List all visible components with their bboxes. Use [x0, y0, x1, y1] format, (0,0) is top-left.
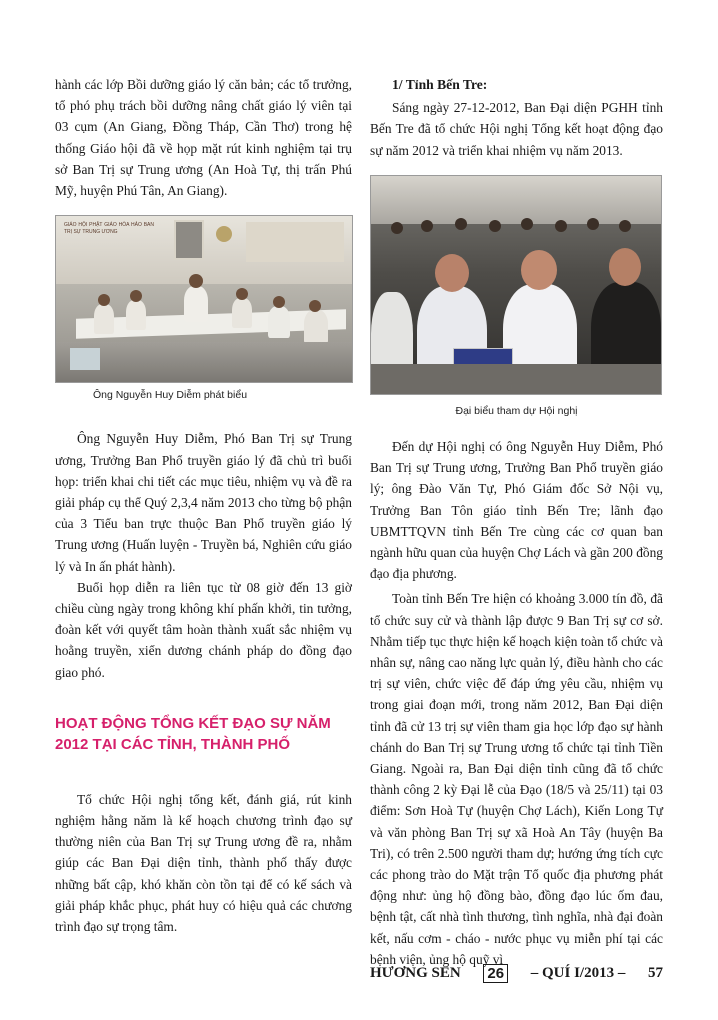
paragraph-meeting: Buổi họp diễn ra liên tục từ 08 giờ đến 13 giờ chiều cùng ngày trong không khí phấn khởi, tin tưởng, đoàn kết với quyết tâm hoàn thành xuất sắc nhiệm vụ hoằng truyền, xiển dương chánh pháp do đồng đạo giao phó. — [55, 579, 352, 680]
portrait-frame — [174, 220, 204, 260]
page-footer — [370, 964, 663, 983]
issue-period: – QUÍ I/2013 – — [530, 965, 626, 981]
page-number: 57 — [648, 965, 663, 981]
paragraph-diem: Ông Nguyễn Huy Diễm, Phó Ban Trị sự Trung ương, Trưởng Ban Phổ truyền giáo lý đã chủ trì buổi họp: triển khai chi tiết các mục tiêu, nhiệm vụ và đề ra giải pháp cụ thể Quý 2,3,4 năm 2013 cho từng bộ phận của 3 Tiểu ban trực thuộc Ban Phổ truyền giáo lý Trung ương (Huấn luyện - Truyền bá, Nghiên cứu giáo lý và In ấn phát hành). — [55, 431, 352, 574]
photo-caption-speaker: Ông Nguyễn Huy Diễm phát biểu — [92, 389, 248, 402]
paragraph-ben-tre-intro: Sáng ngày 27-12-2012, Ban Đại diện PGHH tỉnh Bến Tre đã tổ chức Hội nghị Tổng kết hoạt động đạo sự năm 2012 và triển khai nhiệm vụ năm 2013. — [370, 100, 663, 158]
subheading-ben-tre: 1/ Tỉnh Bến Tre: — [392, 77, 488, 92]
photo-caption-delegates: Đại biểu tham dự Hội nghị — [455, 404, 578, 417]
issue-number: 26 — [483, 964, 508, 983]
paragraph-attendees: Đến dự Hội nghị có ông Nguyễn Huy Diễm, Phó Ban Trị sự Trung ương, Trưởng Ban Phổ truyền giáo lý; ông Đào Văn Tự, Phó Giám đốc Sở Nội vụ, Trưởng Ban Tôn giáo tỉnh Bến Tre; lãnh đạo UBMTTQVN tỉnh Bến Tre cùng các cơ quan ban ngành hữu quan của huyện Chợ Lách và gần 200 đồng đạo địa phương. — [370, 439, 663, 582]
left-column — [55, 74, 352, 937]
section-heading: HOẠT ĐỘNG TỔNG KẾT ĐẠO SỰ NĂM 2012 TẠI CÁC TỈNH, THÀNH PHỐ — [55, 714, 331, 753]
paragraph-summary: Tổ chức Hội nghị tổng kết, đánh giá, rút kinh nghiệm hằng năm là kế hoạch chương trình đạo sự thường niên của Ban Trị sự Trung ương đề ra, nhằm giúp các Ban Đại diện tỉnh, thành phố thấy được những bất cập, khó khăn còn tồn tại để có kế sách và giải pháp khắc phục, phát huy có hiệu quả các chương trình đạo sự trọng tâm. — [55, 791, 352, 935]
banner-text: GIÁO HỘI PHẬT GIÁO HÒA HẢO BAN TRỊ SỰ TRUNG ƯƠNG — [64, 222, 154, 236]
photo-delegates — [370, 175, 662, 395]
table-top — [371, 364, 661, 394]
paragraph-province-stats: Toàn tỉnh Bến Tre hiện có khoảng 3.000 tín đồ, đã tổ chức suy cử và thành lập được 9 Ban Trị sự cơ sở. Nhằm tiếp tục thực hiện kế hoạch kiện toàn tổ chức và nhân sự, nâng cao năng lực quản lý, điều hành cho các trị sự viên, chức việc để đáp ứng yêu cầu, nhiệm vụ trong giai đoạn mới, trong năm 2012, Ban Đại diện tỉnh đã cử 13 trị sự viên tham gia học lớp đạo sự hành chánh do Ban Trị sự Trung ương tổ chức tại tỉnh Tiền Giang. Ngoài ra, Ban Đại diện tỉnh cũng đã tổ chức thành công 2 kỳ Đại lễ của Đạo (18/5 và 25/11) tại 03 điểm: Sơn Hoà Tự (huyện Chợ Lách), Kiến Long Tự và văn phòng Ban Trị sự xã Hoà An Tây (huyện Ba Tri), có trên 2.500 người tham dự; hướng ứng tích cực các phong trào do Mặt trận Tổ quốc địa phương phát động như: ủng hộ đồng bào, đồng đạo lúc ốm đau, bệnh tật, cất nhà tình thương, tình nghĩa, nhà đại đoàn kết, nấu cơm - cháo - nước phục vụ miễn phí tại các bệnh viện, ủng hộ quỹ vì — [370, 591, 663, 967]
back-wall — [371, 176, 661, 224]
intro-paragraph: hành các lớp Bồi dưỡng giáo lý căn bản; các tổ trưởng, tổ phó phụ trách bồi dưỡng nâng chất giáo lý viên tại 03 cụm (An Giang, Đồng Tháp, Cần Thơ) trong hệ thống Giáo hội đã về họp mặt rút kinh nghiệm tại trụ sở Ban Trị sự Trung ương (An Hoà Tự, thị trấn Phú Mỹ, huyện Phú Tân, An Giang). — [55, 77, 352, 199]
banner-right — [246, 222, 344, 262]
magazine-title: HƯƠNG SEN — [370, 965, 461, 981]
floor — [56, 342, 352, 382]
water-bottles — [70, 348, 100, 370]
photo-speaker — [55, 215, 353, 383]
right-column — [370, 74, 663, 970]
